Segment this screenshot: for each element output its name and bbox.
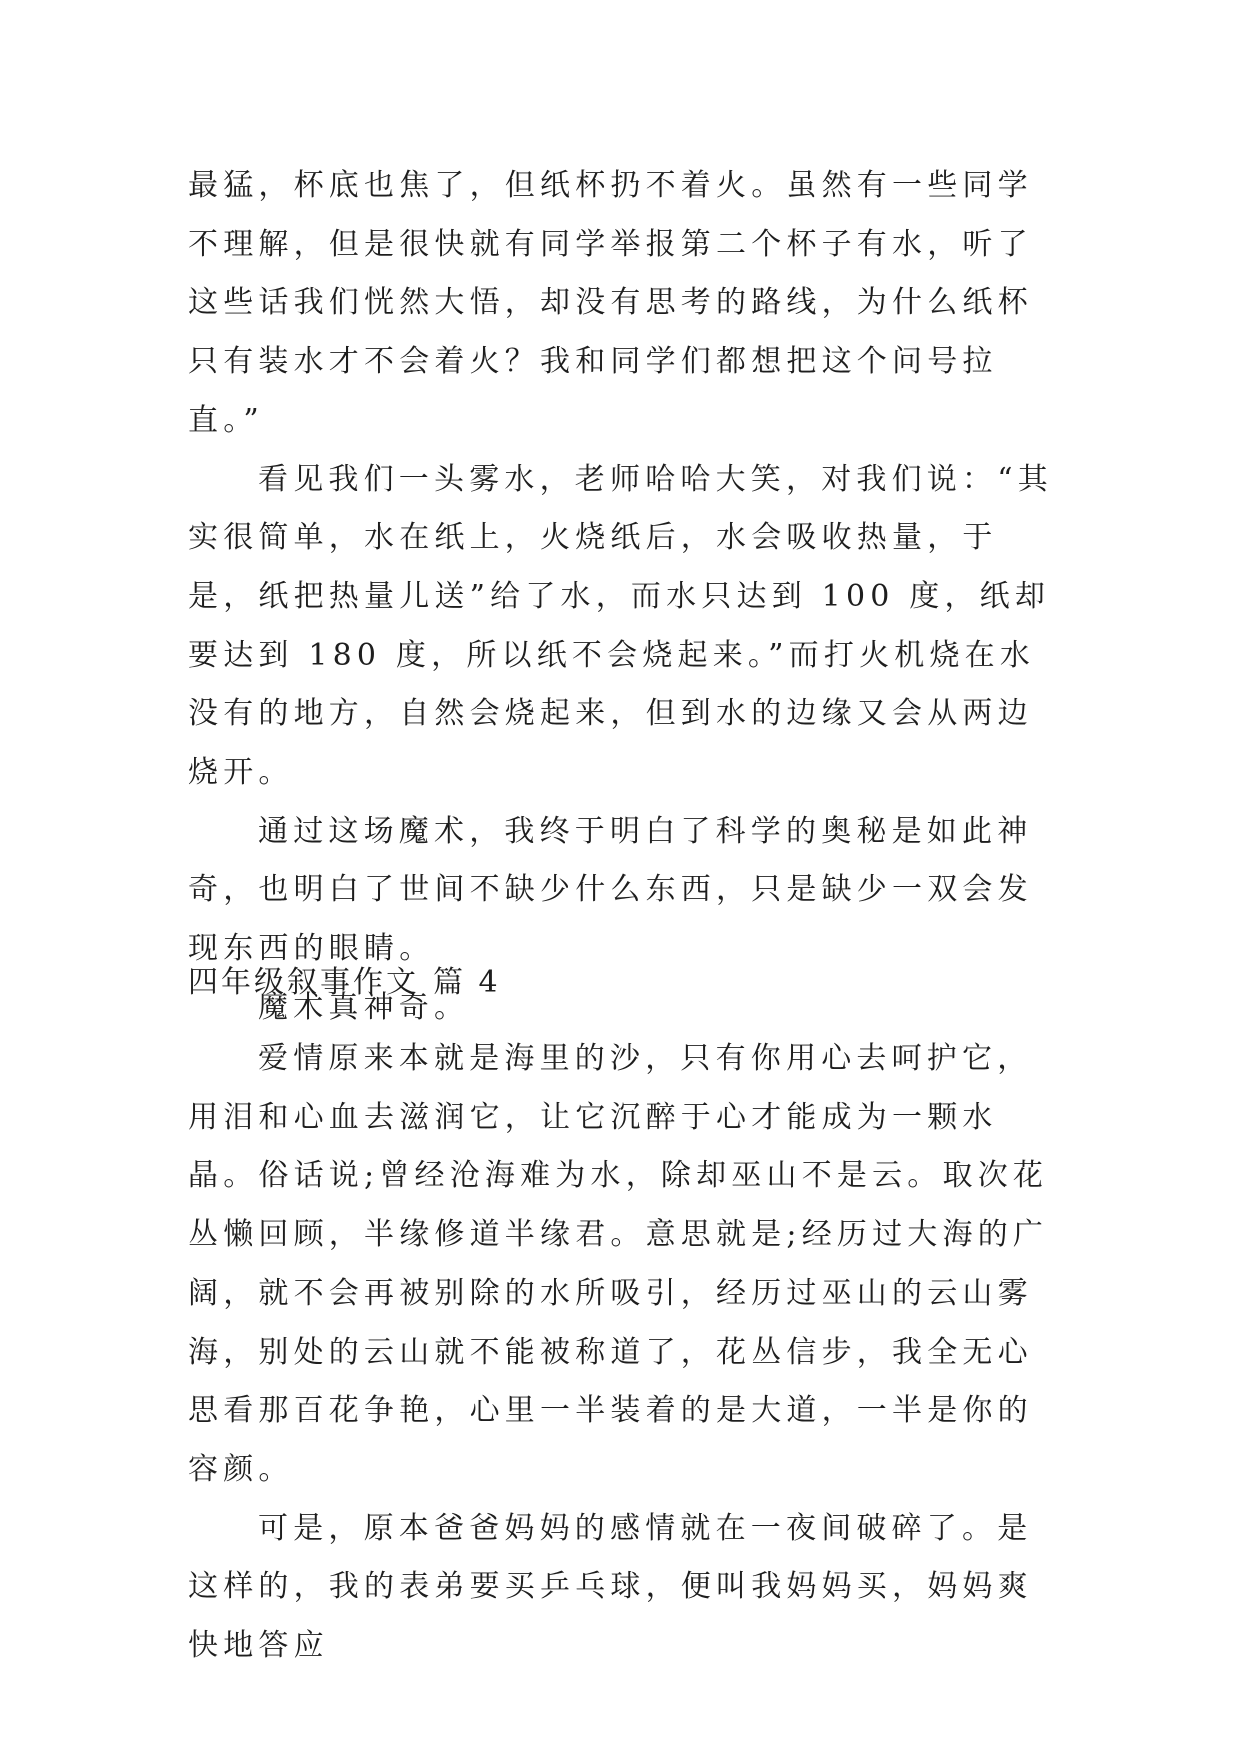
paragraph: 可是，原本爸爸妈妈的感情就在一夜间破碎了。是这样的，我的表弟要买乒乓球，便叫我妈妈买，妈妈爽快地答应 [188, 1510, 1033, 1664]
paragraph: 爱情原来本就是海里的沙，只有你用心去呵护它，用泪和心血去滋润它，让它沉醉于心才能成为一颗水晶。俗话说;曾经沧海难为水，除却巫山不是云。取次花丛懒回顾，半缘修道半缘君。意思就是;经历过大海的广阔，就不会再被别除的水所吸引，经历过巫山的云山雾海，别处的云山就不能被称道了，花丛信步，我全无心思看那百花争艳，心里一半装着的是大道，一半是你的容颜。 [188, 1041, 1049, 1487]
section-a-body [188, 157, 1058, 1038]
paragraph: 魔术真神奇。 [258, 989, 470, 1025]
section-heading [188, 963, 501, 1003]
paragraph-continuation: 最猛，杯底也焦了，但纸杯扔不着火。虽然有一些同学不理解，但是很快就有同学举报第二个杯子有水，听了这些话我们恍然大悟，却没有思考的路线，为什么纸杯只有装水才不会着火？我和同学们都想把这个问号拉直。” [188, 168, 1033, 438]
paragraph: 看见我们一头雾水，老师哈哈大笑，对我们说：“其实很简单，水在纸上，火烧纸后，水会吸收热量，于是，纸把热量儿送”给了水，而水只达到 100 度，纸却要达到 180 度，所以纸不会烧起来。”而打火机烧在水没有的地方，自然会烧起来，但到水的边缘又会从两边烧开。 [188, 461, 1053, 791]
heading-part-number: 篇 4 [433, 965, 501, 1000]
section-b-body [188, 1030, 1058, 1676]
heading-title: 四年级叙事作文 [188, 965, 419, 1000]
paragraph: 通过这场魔术，我终于明白了科学的奥秘是如此神奇，也明白了世间不缺少什么东西，只是缺少一双会发现东西的眼睛。 [188, 813, 1033, 967]
